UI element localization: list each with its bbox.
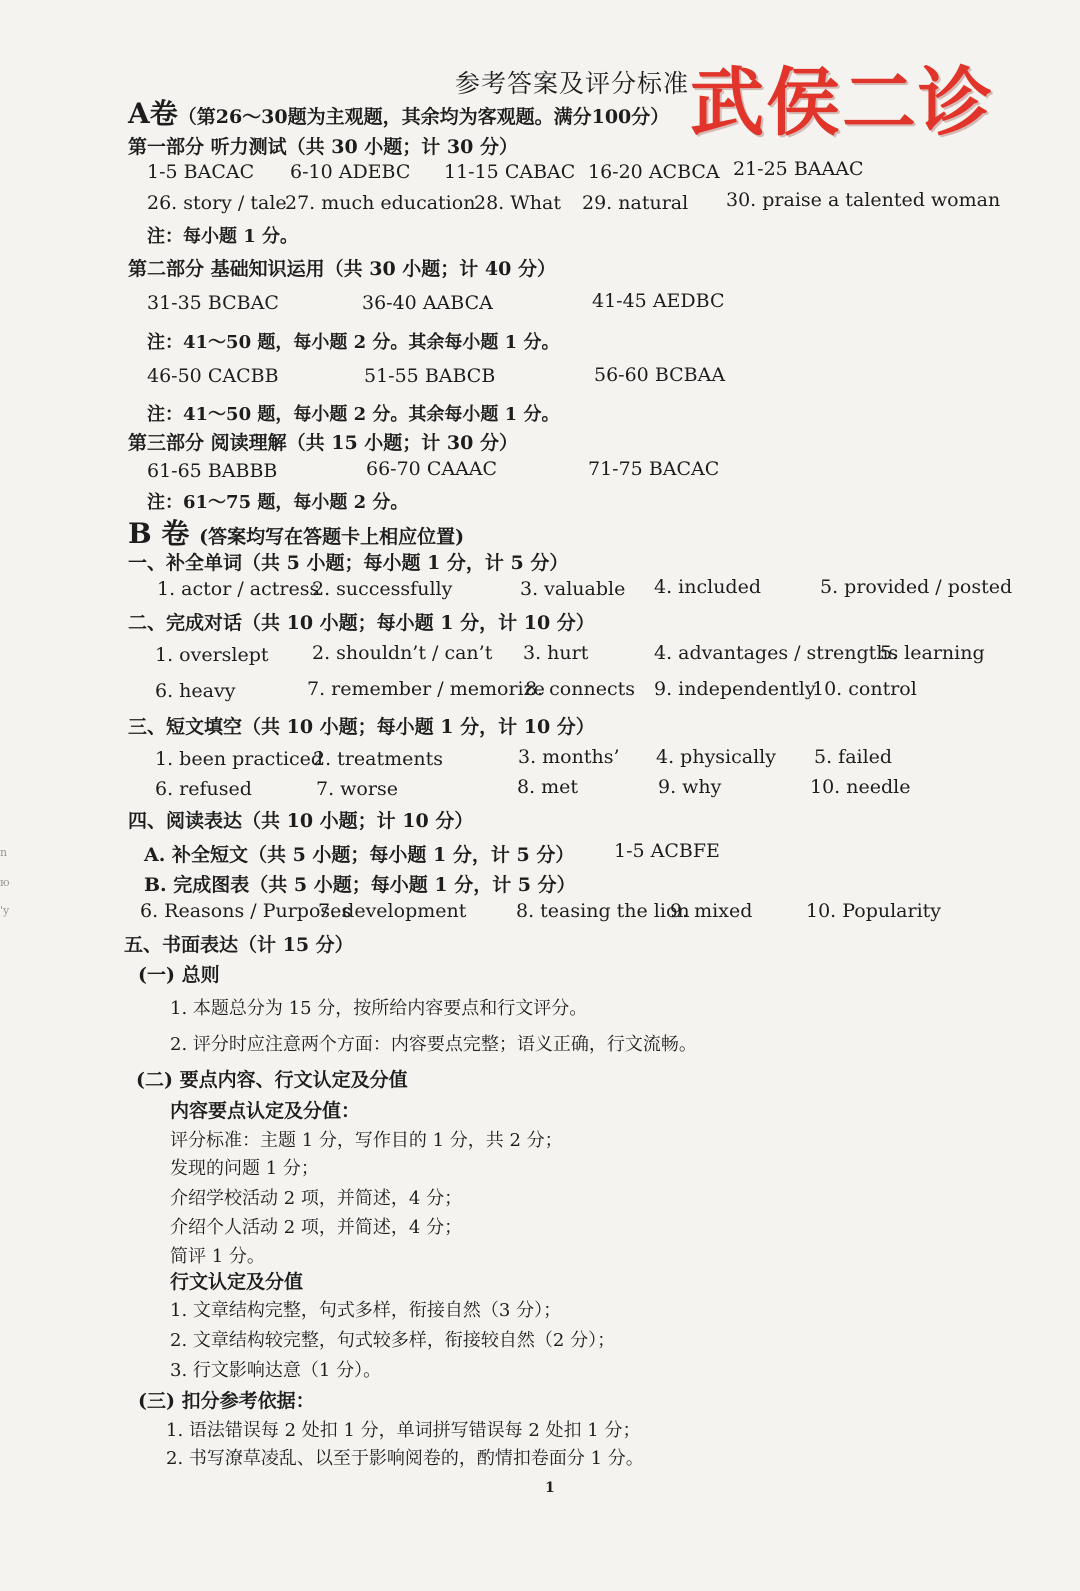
answer-item: 3. hurt <box>523 642 589 664</box>
answer-item: 8. met <box>517 776 579 798</box>
document-title: 参考答案及评分标准 <box>455 69 690 98</box>
answer-item: 30. praise a talented woman <box>726 189 1001 211</box>
answer-item: 8. teasing the lion <box>516 900 690 922</box>
b-section4a-heading: A. 补全短文（共 5 小题；每小题 1 分，计 5 分） <box>144 844 575 866</box>
answer-group: 71-75 BACAC <box>588 458 720 480</box>
b-section5-heading: 五、书面表达（计 15 分） <box>124 934 354 956</box>
page-number: 1 <box>545 1480 555 1496</box>
part1-heading: 第一部分 听力测试（共 30 小题；计 30 分） <box>128 136 518 158</box>
answer-item: 5. failed <box>814 746 893 768</box>
answer-group: 61-65 BABBB <box>147 460 278 482</box>
answer-item: 9. why <box>658 776 722 798</box>
answer-item: 10. control <box>812 678 917 700</box>
answer-group: 21-25 BAAAC <box>733 158 864 180</box>
volume-a-desc: （第26～30题为主观题，其余均为客观题。满分100分） <box>177 106 670 128</box>
answer-group: 51-55 BABCB <box>364 365 496 387</box>
exam-stamp: 武侯二诊 <box>690 60 994 146</box>
writing-style-heading: 行文认定及分值 <box>170 1271 304 1293</box>
answer-item: 6. refused <box>155 778 252 800</box>
style-item: 1. 文章结构完整，句式多样，衔接自然（3 分）； <box>170 1300 562 1321</box>
answer-item: 27. much education <box>285 192 476 214</box>
answer-item: 10. needle <box>810 776 911 798</box>
deduction-item: 1. 语法错误每 2 处扣 1 分，单词拼写错误每 2 处扣 1 分； <box>166 1420 641 1441</box>
deduction-item: 2. 书写潦草凌乱、以至于影响阅卷的，酌情扣卷面分 1 分。 <box>166 1448 644 1469</box>
answer-item: 9. mixed <box>670 900 753 922</box>
scoring-note: 注：41～50 题，每小题 2 分。其余每小题 1 分。 <box>147 332 560 353</box>
answer-item: 28. What <box>474 192 561 214</box>
volume-b-header <box>128 512 464 552</box>
b-section4-heading: 四、阅读表达（共 10 小题；计 10 分） <box>128 810 474 832</box>
answer-item: 26. story / tale <box>147 192 287 214</box>
scoring-note: 注：61～75 题，每小题 2 分。 <box>147 492 409 513</box>
answer-item: 1. been practiced <box>155 748 324 770</box>
part3-heading: 第三部分 阅读理解（共 15 小题；计 30 分） <box>128 432 518 454</box>
volume-a-label: A卷 <box>128 97 178 130</box>
answer-group: 46-50 CACBB <box>147 365 279 387</box>
content-point: 简评 1 分。 <box>170 1246 265 1267</box>
content-point: 介绍个人活动 2 项，并简述，4 分； <box>170 1217 463 1238</box>
edge-mark: ю <box>0 876 10 889</box>
b-section3-heading: 三、短文填空（共 10 小题；每小题 1 分，计 10 分） <box>128 716 595 738</box>
volume-a-header <box>128 92 669 132</box>
edge-mark: 'y <box>0 904 10 917</box>
answer-item: 7. worse <box>316 778 398 800</box>
part2-heading: 第二部分 基础知识运用（共 30 小题；计 40 分） <box>128 258 556 280</box>
answer-group: 1-5 ACBFE <box>614 840 720 862</box>
answer-group: 1-5 BACAC <box>147 161 255 183</box>
scoring-note: 注：41～50 题，每小题 2 分。其余每小题 1 分。 <box>147 404 560 425</box>
answer-item: 3. months’ <box>518 746 620 768</box>
key-points-heading: (二) 要点内容、行文认定及分值 <box>136 1069 408 1091</box>
answer-group: 16-20 ACBCA <box>588 161 720 183</box>
general-rules-heading: (一) 总则 <box>138 964 220 986</box>
answer-group: 31-35 BCBAC <box>147 292 279 314</box>
edge-mark: n <box>0 846 8 859</box>
answer-group: 56-60 BCBAA <box>594 364 726 386</box>
answer-item: 2. shouldn’t / can’t <box>312 642 493 664</box>
answer-group: 41-45 AEDBC <box>592 290 725 312</box>
content-points-heading: 内容要点认定及分值： <box>170 1100 361 1122</box>
answer-item: 4. included <box>654 576 762 598</box>
answer-item: 1. actor / actress <box>157 578 320 600</box>
style-item: 2. 文章结构较完整，句式较多样，衔接较自然（2 分）； <box>170 1330 616 1351</box>
answer-item: 4. advantages / strengths <box>654 642 899 664</box>
b-section1-heading: 一、补全单词（共 5 小题；每小题 1 分，计 5 分） <box>128 552 569 574</box>
content-point: 发现的问题 1 分； <box>170 1158 319 1179</box>
volume-b-desc: (答案均写在答题卡上相应位置) <box>199 526 465 548</box>
answer-item: 6. heavy <box>155 680 236 702</box>
answer-item: 2. successfully <box>312 578 453 600</box>
volume-b-label: B 卷 <box>128 517 190 550</box>
answer-group: 11-15 CABAC <box>444 161 576 183</box>
answer-item: 3. valuable <box>520 578 626 600</box>
content-point: 介绍学校活动 2 项，并简述，4 分； <box>170 1188 463 1209</box>
deduction-heading: (三) 扣分参考依据： <box>138 1390 315 1412</box>
answer-item: 7. remember / memorize <box>307 678 545 700</box>
answer-item: 1. overslept <box>155 644 269 666</box>
answer-item: 4. physically <box>656 746 776 768</box>
b-section4b-heading: B. 完成图表（共 5 小题；每小题 1 分，计 5 分） <box>144 874 576 896</box>
answer-item: 29. natural <box>582 192 689 214</box>
answer-group: 6-10 ADEBC <box>290 161 411 183</box>
rule-item: 1. 本题总分为 15 分，按所给内容要点和行文评分。 <box>170 998 588 1019</box>
answer-item: 5. learning <box>880 642 985 664</box>
content-point: 评分标准：主题 1 分，写作目的 1 分，共 2 分； <box>170 1130 563 1151</box>
answer-group: 66-70 CAAAC <box>366 458 498 480</box>
answer-item: 2. treatments <box>313 748 443 770</box>
style-item: 3. 行文影响达意（1 分）。 <box>170 1360 382 1381</box>
answer-item: 10. Popularity <box>806 900 942 922</box>
answer-item: 6. Reasons / Purposes <box>140 900 352 922</box>
rule-item: 2. 评分时应注意两个方面：内容要点完整；语义正确，行文流畅。 <box>170 1034 697 1055</box>
answer-item: 5. provided / posted <box>820 576 1013 598</box>
answer-group: 36-40 AABCA <box>362 292 493 314</box>
answer-item: 9. independently <box>654 678 816 700</box>
answer-item: 7. development <box>318 900 467 922</box>
b-section2-heading: 二、完成对话（共 10 小题；每小题 1 分，计 10 分） <box>128 612 595 634</box>
scoring-note: 注：每小题 1 分。 <box>147 226 299 247</box>
answer-item: 8. connects <box>525 678 635 700</box>
